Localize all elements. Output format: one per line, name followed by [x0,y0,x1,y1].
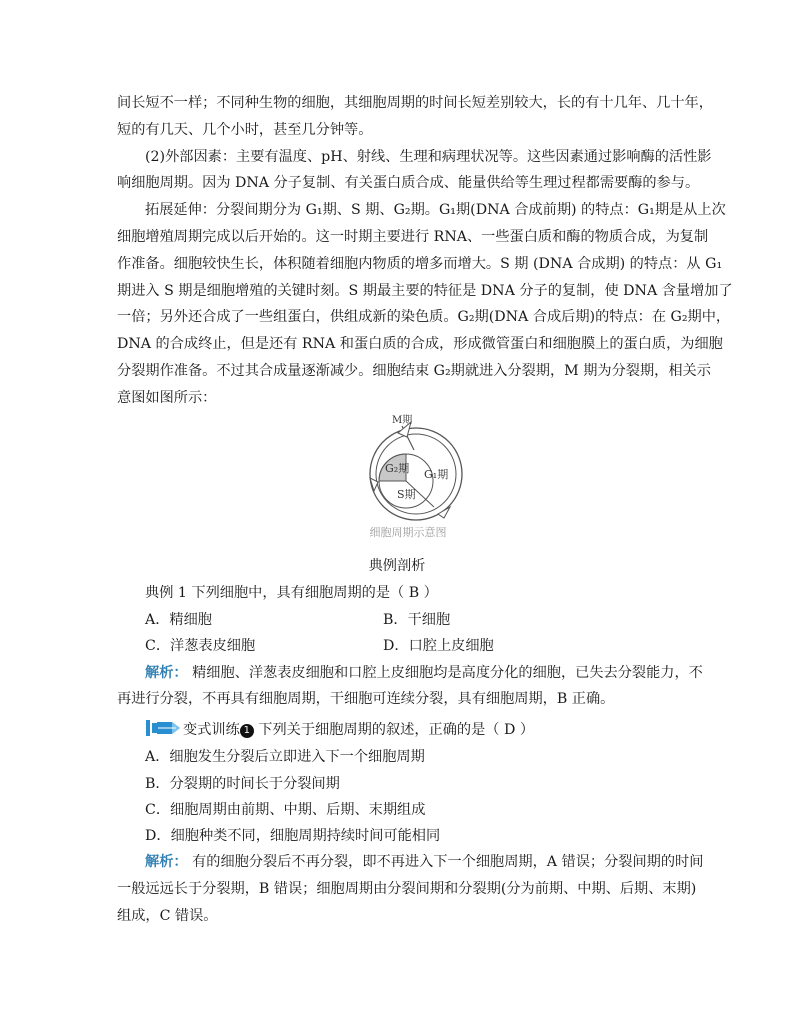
option-d: D．口腔上皮细胞 [383,638,494,654]
pen-icon [146,717,182,739]
paragraph-line: (2)外部因素：主要有温度、pH、射线、生理和病理状况等。这些因素通过影响酶的活性影 [145,149,712,165]
exercise-question [183,720,534,740]
analysis-text: 精细胞、洋葱表皮细胞和口腔上皮细胞均是高度分化的细胞，已失去分裂能力，不 [187,665,703,681]
paragraph-line: 作准备。细胞较快生长，体积随着细胞内物质的增多而增大。S 期 (DNA 合成期) 的特点：从 G₁ [117,256,723,272]
example-question: 典例 1 下列细胞中，具有细胞周期的是（ B ） [145,585,438,601]
exercise-option-d: D．细胞种类不同，细胞周期持续时间可能相同 [145,828,441,844]
analysis-line: 组成，C 错误。 [117,908,218,924]
g1-phase-label: G₁期 [424,468,449,481]
paragraph-line: DNA 的合成终止，但是还有 RNA 和蛋白质的合成，形成微管蛋白和细胞膜上的蛋白质，为细胞 [117,336,723,352]
option-c: C．洋葱表皮细胞 [145,638,256,654]
m-phase-label: M期 [392,415,413,426]
analysis-line: 再进行分裂，不再具有细胞周期，干细胞可连续分裂，具有细胞周期，B 正确。 [117,691,615,707]
analysis-text: 有的细胞分裂后不再分裂，即不再进入下一个细胞周期，A 错误；分裂间期的时间 [187,854,704,870]
paragraph-line: 期进入 S 期是细胞增殖的关键时刻。S 期最主要的特征是 DNA 分子的复制，使 DNA 含量增加了 [117,283,733,299]
exercise-question-text: 下列关于细胞周期的叙述，正确的是（ D ） [253,722,535,738]
paragraph-line: 短的有几天、几个小时，甚至几分钟等。 [117,122,373,138]
analysis-line [145,852,703,872]
g2-phase-label: G₂期 [385,462,410,475]
diagram-caption: 细胞周期示意图 [369,526,447,539]
analysis-label: 解析： [145,665,188,681]
paragraph-line: 拓展延伸：分裂间期分为 G₁期、S 期、G₂期。G₁期(DNA 合成前期) 的特点：G₁期是从上次 [145,202,726,218]
s-phase-label: S期 [397,488,416,501]
paragraph-line: 分裂期作准备。不过其合成量逐渐减少。细胞结束 G₂期就进入分裂期，M 期为分裂期，相关示 [117,363,711,379]
exercise-option-a: A．细胞发生分裂后立即进入下一个细胞周期 [145,749,425,765]
analysis-line [145,663,703,683]
exercise-label: 变式训练 [183,722,240,738]
exercise-option-c: C．细胞周期由前期、中期、后期、末期组成 [145,802,426,818]
option-a: A．精细胞 [145,612,212,628]
exercise-number-badge: 1 [240,724,254,738]
paragraph-line: 响细胞周期。因为 DNA 分子复制、有关蛋白质合成、能量供给等生理过程都需要酶的参与。 [117,175,700,191]
exercise-option-b: B．分裂期的时间长于分裂间期 [145,776,340,792]
analysis-label: 解析： [145,854,188,870]
paragraph-line: 细胞增殖周期完成以后开始的。这一时期主要进行 RNA、一些蛋白质和酶的物质合成，为复制 [117,229,709,245]
option-b: B．干细胞 [383,612,451,628]
paragraph-line: 意图如图所示： [117,390,217,406]
cell-cycle-diagram [358,410,478,525]
section-title: 典例剖析 [368,558,426,574]
analysis-line: 一般远远长于分裂期，B 错误；细胞周期由分裂间期和分裂期(分为前期、中期、后期、末期) [117,881,697,897]
paragraph-line: 间长短不一样；不同种生物的细胞，其细胞周期的时间长短差别较大，长的有十几年、几十年， [117,95,713,111]
paragraph-line: 一倍；另外还合成了一些组蛋白，供组成新的染色质。G₂期(DNA 合成后期)的特点：在 G₂期中， [117,309,731,325]
cycle-arrow-icon [438,507,450,518]
